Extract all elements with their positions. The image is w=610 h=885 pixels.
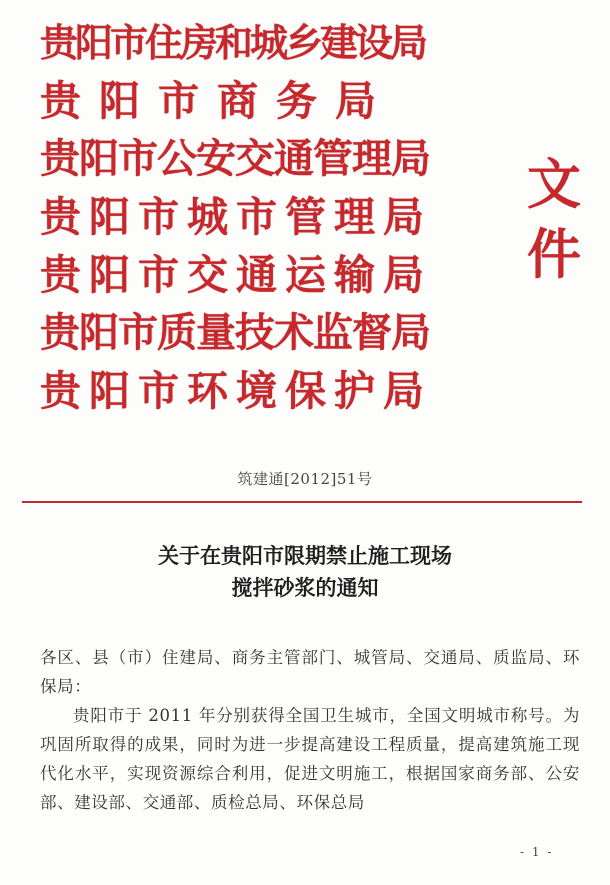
agency-name: 贵阳市环境保护局 bbox=[40, 366, 432, 415]
title-line-1: 关于在贵阳市限期禁止施工现场 bbox=[158, 543, 452, 568]
document-type-label: 文件 bbox=[527, 153, 581, 286]
agency-name: 贵阳市公安交通管理局 bbox=[40, 136, 430, 182]
recipients-line: 各区、县（市）住建局、商务主管部门、城管局、交通局、质监局、环保局： bbox=[40, 648, 580, 696]
document-body bbox=[40, 643, 580, 817]
agency-name: 贵阳市交通运输局 bbox=[40, 250, 432, 299]
agency-name: 贵阳市商务局 bbox=[40, 76, 394, 125]
issuing-agencies bbox=[40, 14, 500, 420]
document-number: 筑建通[2012]51号 bbox=[237, 470, 373, 488]
red-divider bbox=[22, 501, 582, 503]
body-paragraph: 贵阳市于 2011 年分别获得全国卫生城市，全国文明城市称号。为巩固所取得的成果，同时为进一步提高建设工程质量，提高建筑施工现代化水平，实现资源综合利用，促进文明施工，根据国家商务部、公安部、建设部、交通部、质检总局、环保总局 bbox=[40, 706, 580, 812]
document-title bbox=[0, 540, 610, 604]
title-line-2: 搅拌砂浆的通知 bbox=[231, 575, 379, 600]
agency-name: 贵阳市质量技术监督局 bbox=[40, 310, 430, 356]
page-number: - 1 - bbox=[520, 845, 554, 859]
agency-name: 贵阳市住房和城乡建设局 bbox=[40, 21, 426, 65]
agency-name: 贵阳市城市管理局 bbox=[40, 192, 432, 241]
